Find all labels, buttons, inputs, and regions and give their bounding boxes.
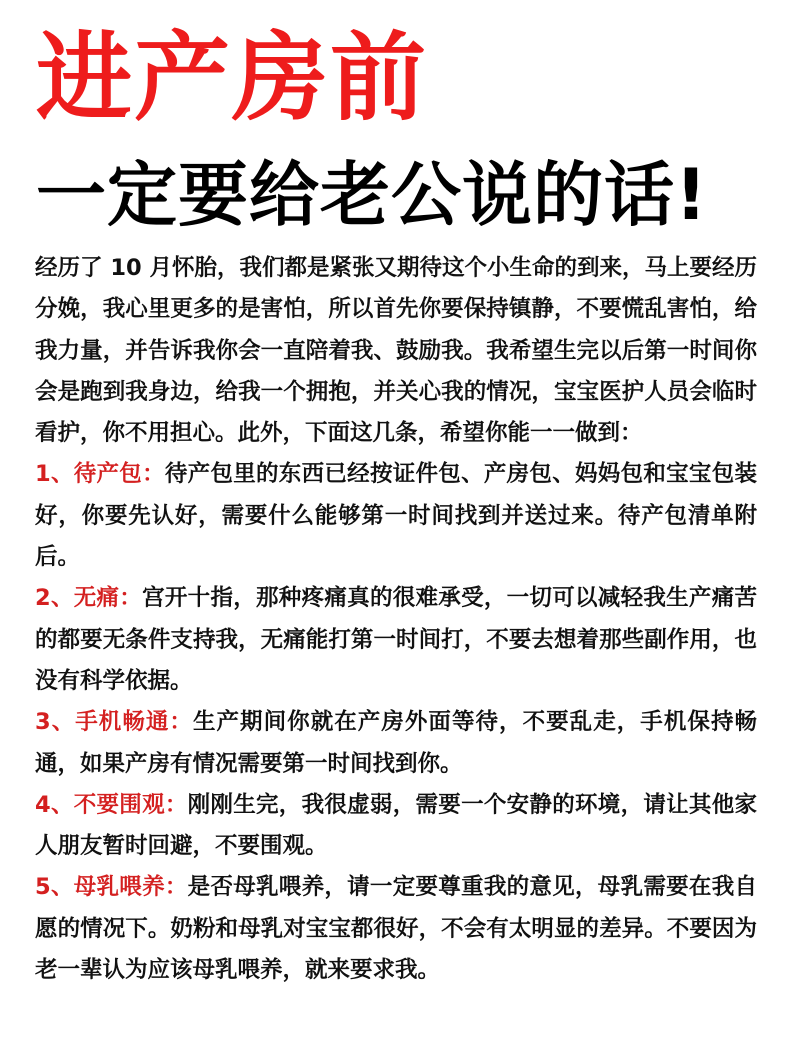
list-item xyxy=(35,454,757,578)
list-item xyxy=(35,867,757,991)
item-text: 宫开十指，那种疼痛真的很难承受，一切可以减轻我生产痛苦的都要无条件支持我，无痛能打第一时间打，不要去想着那些副作用，也没有科学依据。 xyxy=(35,585,757,694)
item-label: 2、无痛： xyxy=(35,585,143,612)
list-item xyxy=(35,785,757,868)
item-text: 刚刚生完，我很虚弱，需要一个安静的环境，请让其他家人朋友暂时回避，不要围观。 xyxy=(35,791,757,860)
item-label: 4、不要围观： xyxy=(35,791,188,818)
item-label: 1、待产包： xyxy=(35,461,165,488)
item-text: 待产包里的东西已经按证件包、产房包、妈妈包和宝宝包装好，你要先认好，需要什么能够第一时间找到并送过来。待产包清单附后。 xyxy=(35,461,757,571)
item-label: 5、母乳喂养： xyxy=(35,874,188,901)
intro-paragraph: 经历了 10 月怀胎，我们都是紧张又期待这个小生命的到来，马上要经历分娩，我心里更多的是害怕，所以首先你要保持镇静，不要慌乱害怕，给我力量，并告诉我你会一直陪着我、鼓励我。我希望生完以后第一时间你会是跑到我身边，给我一个拥抱，并关心我的情况，宝宝医护人员会临时看护，你不用担心。此外，下面这几条，希望你能一一做到： xyxy=(35,255,757,447)
article-body xyxy=(35,248,757,991)
item-text: 生产期间你就在产房外面等待，不要乱走，手机保持畅通，如果产房有情况需要第一时间找到你。 xyxy=(35,709,757,777)
list-item xyxy=(35,702,757,785)
item-text: 是否母乳喂养，请一定要尊重我的意见，母乳需要在我自愿的情况下。奶粉和母乳对宝宝都很好，不会有太明显的差异。不要因为老一辈认为应该母乳喂养，就来要求我。 xyxy=(35,874,757,984)
list-item xyxy=(35,578,757,702)
page-subtitle: 一定要给老公说的话! xyxy=(36,154,708,236)
item-label: 3、手机畅通： xyxy=(35,709,193,736)
page-title: 进产房前 xyxy=(36,22,428,134)
